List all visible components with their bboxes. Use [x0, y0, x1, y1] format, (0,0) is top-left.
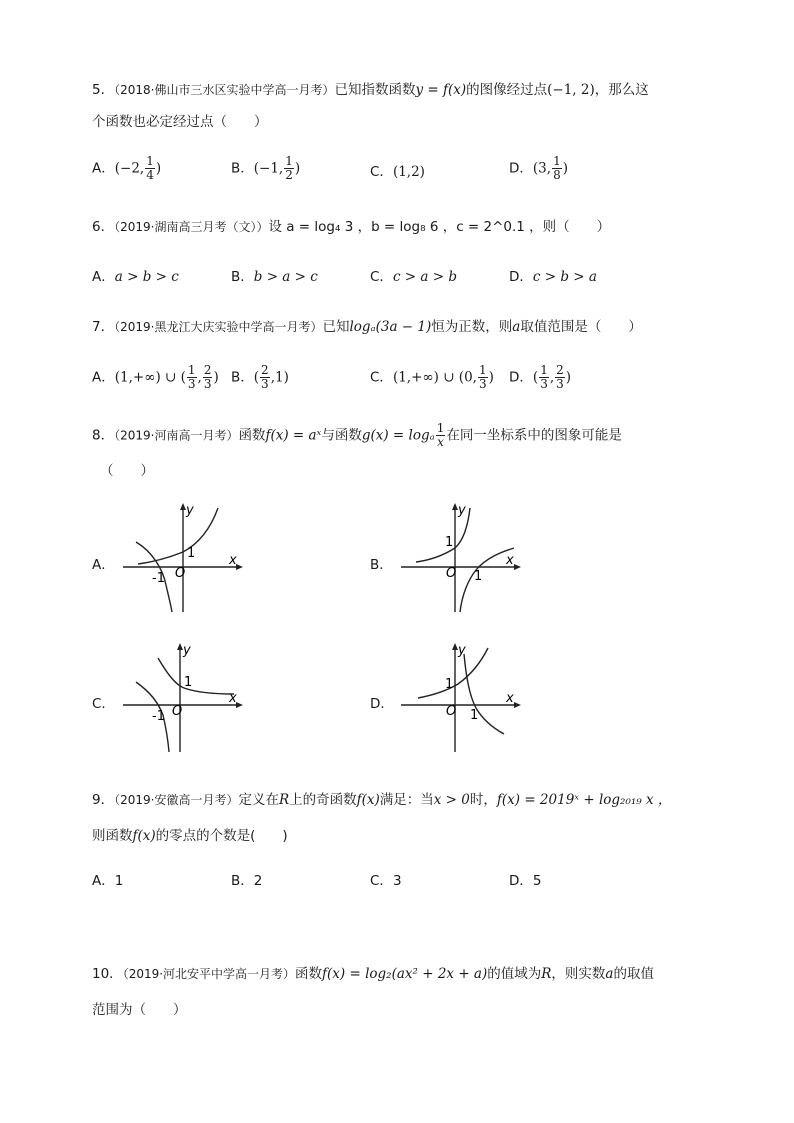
- denominator: 8: [553, 168, 561, 182]
- option-expr: (1,+∞) ∪ (0,: [392, 369, 477, 386]
- q10-text4: 的取值: [613, 966, 654, 982]
- q6-option-d[interactable]: [509, 265, 597, 285]
- q9-text4: 时，: [469, 792, 497, 808]
- option-label: B．: [231, 160, 254, 177]
- x-label: x: [229, 553, 237, 568]
- graph-b[interactable]: [396, 500, 526, 615]
- y-label: y: [183, 643, 191, 658]
- option-expr-end: ): [155, 160, 162, 177]
- denominator: 3: [261, 377, 269, 391]
- option-label: A．: [92, 160, 115, 177]
- fraction: [478, 364, 488, 391]
- option-label: B．: [231, 369, 254, 386]
- q10-source: （2019·河北安平中学高一月考）: [122, 967, 296, 981]
- y-label: y: [186, 503, 194, 518]
- option-expr: c > a > b: [392, 269, 457, 285]
- numerator: 1: [540, 363, 548, 377]
- q9-line2-fx: f(x): [132, 828, 156, 844]
- denominator: 3: [540, 377, 548, 391]
- q5-number: 5．: [92, 82, 115, 98]
- option-expr: a > b > c: [114, 269, 179, 285]
- one-label: 1: [445, 535, 454, 550]
- q9-line2-text: 则函数: [92, 828, 133, 844]
- q6-source: （2019·湖南高三月考（文））: [114, 220, 269, 234]
- q5-source: （2018·佛山市三水区实验中学高一月考）: [114, 83, 335, 97]
- q9-cond: x > 0: [433, 792, 470, 808]
- q9-stem-line2: [92, 824, 288, 844]
- q9-source: （2019·安徽高一月考）: [114, 793, 239, 807]
- q10-stem-line2: 范围为（ ）: [92, 1002, 187, 1018]
- q9-line2-text2: 的零点的个数是( ): [155, 828, 288, 844]
- graph-a[interactable]: [118, 500, 248, 615]
- option-label: D．: [509, 873, 533, 889]
- fraction: [436, 422, 446, 449]
- numerator: 2: [203, 363, 212, 377]
- numerator: 1: [553, 154, 561, 168]
- q5-function: y = f(x): [415, 82, 467, 98]
- option-label: A．: [92, 269, 115, 285]
- fraction: [203, 364, 213, 391]
- q5-option-b[interactable]: [231, 155, 300, 182]
- fraction: [555, 364, 565, 391]
- option-expr-end: ): [213, 369, 219, 386]
- q6-option-a[interactable]: [92, 265, 179, 285]
- one-label-x: 1: [470, 708, 479, 723]
- origin-label: O: [175, 566, 186, 581]
- q5-text3: ，那么这: [594, 82, 649, 98]
- option-expr: c > b > a: [532, 269, 597, 285]
- graph-d[interactable]: [396, 640, 526, 755]
- numerator: 2: [556, 363, 564, 377]
- q9-stem-line1: [92, 788, 671, 808]
- q8-number: 8．: [92, 427, 115, 444]
- option-label: C．: [370, 873, 393, 889]
- q6-option-c[interactable]: [370, 265, 457, 285]
- q8-stem-line1: [92, 422, 622, 449]
- option-label: C．: [370, 369, 393, 386]
- q8-stem-line2: （ ）: [100, 463, 154, 479]
- q7-number: 7．: [92, 319, 115, 335]
- option-label: B．: [231, 873, 254, 889]
- q7-text3: 取值范围是（ ）: [520, 319, 642, 335]
- option-label: D．: [509, 160, 533, 177]
- x-arrow: [514, 702, 521, 708]
- denominator: 3: [203, 377, 212, 391]
- fraction: [552, 155, 562, 182]
- q5-text: 已知指数函数: [334, 82, 416, 98]
- neg-one-label: -1: [152, 709, 165, 724]
- numerator: 1: [478, 363, 487, 377]
- one-label: 1: [184, 675, 193, 690]
- exp-curve: [138, 508, 218, 564]
- numerator: 2: [261, 363, 269, 377]
- option-label: D．: [509, 269, 533, 285]
- exp-curve: [158, 658, 234, 694]
- option-label: C．: [370, 269, 393, 285]
- q9-expr: f(x) = 2019ˣ + log₂₀₁₉ x ，: [496, 792, 672, 808]
- x-arrow: [514, 564, 521, 570]
- option-expr: (−1,: [253, 160, 284, 177]
- q9-text3: 满足：当: [379, 792, 434, 808]
- q9-option-b[interactable]: [231, 869, 262, 889]
- q6-stem: [92, 215, 610, 235]
- q7-option-c[interactable]: [370, 364, 494, 391]
- denominator: 3: [187, 377, 196, 391]
- option-expr: 2: [253, 873, 263, 889]
- option-expr-end: ): [562, 160, 568, 177]
- origin-label: O: [446, 704, 457, 719]
- fraction: [539, 364, 549, 391]
- q9-option-d[interactable]: [509, 869, 542, 889]
- fraction: [145, 155, 155, 182]
- option-label: B．: [231, 269, 254, 285]
- y-label: y: [458, 643, 466, 658]
- graph-b-label[interactable]: B．: [370, 557, 393, 573]
- option-label: A．: [92, 873, 115, 889]
- fraction: [284, 155, 294, 182]
- option-label: A．: [92, 369, 115, 386]
- q6-number: 6．: [92, 219, 115, 235]
- one-label: 1: [187, 546, 196, 561]
- numerator: 1: [436, 421, 445, 435]
- x-arrow: [236, 564, 243, 570]
- x-label: x: [229, 691, 237, 706]
- option-label: D．: [509, 369, 533, 386]
- x-arrow: [236, 702, 243, 708]
- q9-text: 定义在: [238, 792, 279, 808]
- q7-source: （2019·黑龙江大庆实验中学高一月考）: [114, 320, 323, 334]
- numerator: 1: [285, 154, 293, 168]
- q10-R: R: [541, 966, 552, 982]
- option-expr: b > a > c: [253, 269, 318, 285]
- q5-text2: 的图像经过点: [466, 82, 548, 98]
- q8-text2: 与函数: [321, 427, 362, 444]
- one-label: 1: [445, 677, 454, 692]
- option-expr: (1,2): [392, 164, 425, 180]
- denominator: x: [437, 435, 444, 449]
- q9-option-a[interactable]: [92, 869, 123, 889]
- origin-label: O: [446, 566, 457, 581]
- option-expr-end: ): [294, 160, 301, 177]
- option-expr: (: [253, 369, 260, 386]
- denominator: 2: [285, 168, 293, 182]
- q8-fx: f(x) = aˣ: [265, 427, 322, 444]
- q9-number: 9．: [92, 792, 115, 808]
- q7-option-a[interactable]: [92, 364, 219, 391]
- option-expr: (−2,: [114, 160, 145, 177]
- option-expr: (: [532, 369, 539, 386]
- denominator: 3: [478, 377, 487, 391]
- graph-d-label[interactable]: D．: [370, 696, 394, 712]
- q7-expr: logₐ(3a − 1): [349, 319, 432, 335]
- q6-option-b[interactable]: [231, 265, 318, 285]
- neg-one-label: -1: [152, 571, 165, 586]
- q9-option-c[interactable]: [370, 869, 402, 889]
- option-expr: 1: [114, 873, 124, 889]
- comma: ,: [197, 369, 202, 386]
- q8-text: 函数: [238, 427, 266, 444]
- q10-text: 函数: [295, 966, 323, 982]
- graph-a-label[interactable]: A．: [92, 557, 115, 573]
- q7-text: 已知: [322, 319, 350, 335]
- numerator: 1: [146, 154, 154, 168]
- q7-option-d[interactable]: [509, 364, 571, 391]
- option-expr: (1,+∞) ∪ (: [114, 369, 186, 386]
- q7-option-b[interactable]: [231, 364, 289, 391]
- q5-point: (−1, 2): [547, 82, 595, 98]
- comma: ,: [549, 369, 555, 386]
- q5-stem-line1: [92, 78, 649, 98]
- graph-c-label[interactable]: C．: [92, 696, 115, 712]
- graph-c[interactable]: [118, 640, 248, 755]
- option-label: C．: [370, 164, 393, 180]
- q6-text: 设 a = log₄ 3 ，b = log₈ 6 ，c = 2^0.1 ，则（ ）: [268, 219, 611, 235]
- q5-option-c[interactable]: [370, 160, 425, 180]
- y-label: y: [458, 503, 466, 518]
- q5-option-a[interactable]: [92, 155, 161, 182]
- q10-expr: f(x) = log₂(ax² + 2x + a): [322, 966, 488, 982]
- option-expr: (3,: [532, 160, 552, 177]
- x-label: x: [506, 553, 514, 568]
- q8-source: （2019·河南高一月考）: [114, 428, 239, 443]
- option-expr-end: ,1): [270, 369, 289, 386]
- x-label: x: [506, 691, 514, 706]
- denominator: 3: [556, 377, 564, 391]
- origin-label: O: [172, 704, 183, 719]
- option-expr-end: ): [565, 369, 572, 386]
- q8-text3: 在同一坐标系中的图象可能是: [446, 427, 622, 444]
- option-expr: 3: [392, 873, 402, 889]
- option-expr: 5: [532, 873, 542, 889]
- q10-stem-line1: [92, 962, 654, 982]
- fraction: [260, 364, 270, 391]
- denominator: 4: [146, 168, 154, 182]
- q10-var: a: [605, 966, 614, 982]
- q7-text2: 恒为正数，则: [431, 319, 513, 335]
- q10-text2: 的值域为: [487, 966, 542, 982]
- q9-fx: f(x): [356, 792, 380, 808]
- q7-var: a: [512, 319, 521, 335]
- option-expr-end: ): [488, 369, 494, 386]
- q5-stem-line2: 个函数也必定经过点（ ）: [92, 114, 268, 130]
- fraction: [187, 364, 197, 391]
- q9-text2: 上的奇函数: [289, 792, 357, 808]
- q8-gx: g(x) = logₐ: [361, 427, 435, 444]
- q10-number: 10．: [92, 966, 123, 982]
- q10-text3: ，则实数: [551, 966, 606, 982]
- q9-R: R: [278, 792, 290, 808]
- q5-option-d[interactable]: [509, 155, 568, 182]
- numerator: 1: [187, 363, 196, 377]
- one-label-x: 1: [474, 569, 483, 584]
- q7-stem: [92, 315, 642, 335]
